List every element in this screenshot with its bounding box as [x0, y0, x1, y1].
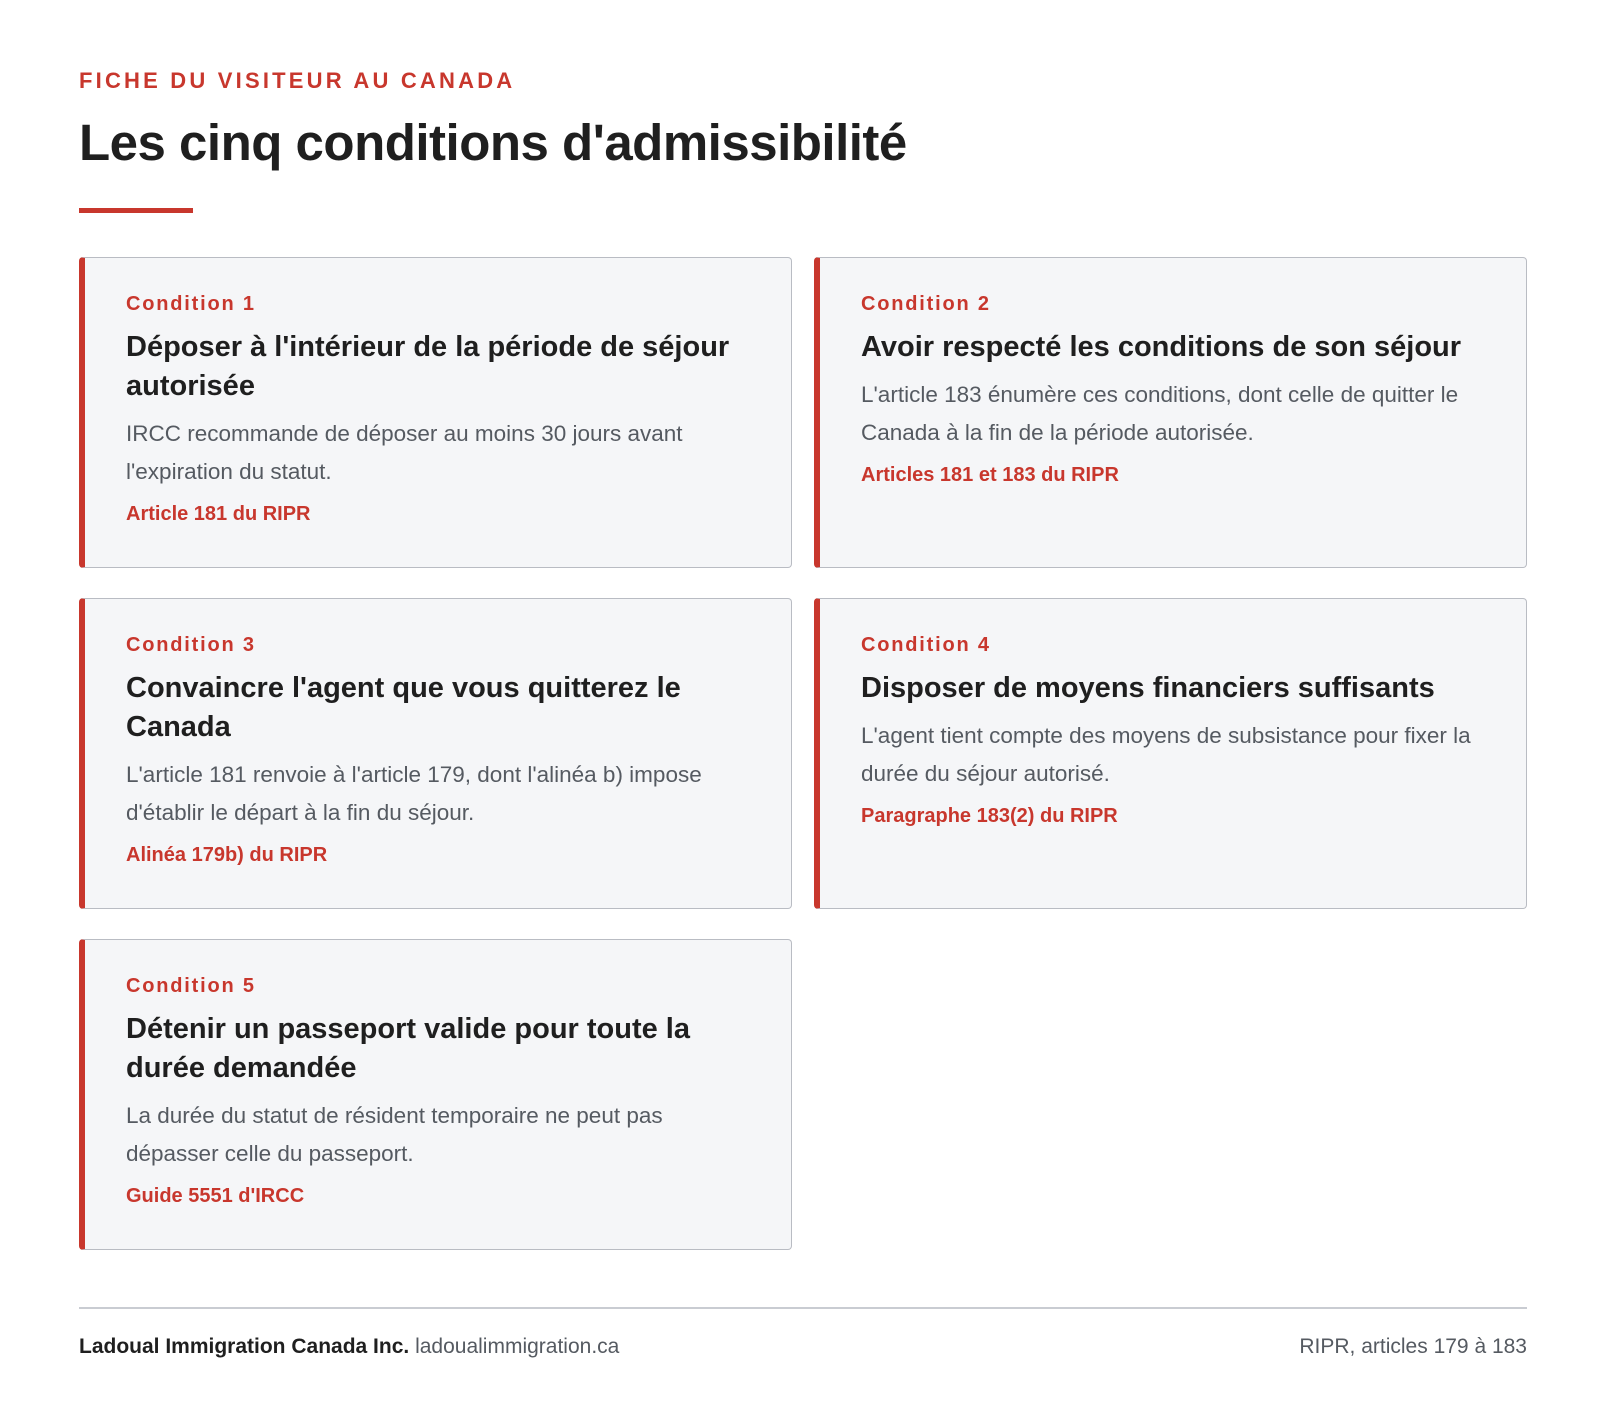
condition-description: La durée du statut de résident temporaire ne peut pas dépasser celle du passeport. [126, 1103, 663, 1166]
condition-title: Déposer à l'intérieur de la période de séjour autorisée [126, 331, 730, 402]
footer-credits [79, 1332, 619, 1362]
condition-title: Avoir respecté les conditions de son séjour [861, 331, 1462, 363]
condition-reference: Articles 181 et 183 du RIPR [861, 464, 1119, 486]
page-eyebrow: FICHE DU VISITEUR AU CANADA [79, 68, 516, 93]
condition-card-2 [814, 257, 1527, 568]
condition-label: Condition 1 [126, 293, 256, 315]
condition-reference: Alinéa 179b) du RIPR [126, 844, 328, 866]
condition-reference: Article 181 du RIPR [126, 503, 311, 525]
footer-source: RIPR, articles 179 à 183 [1299, 1335, 1527, 1358]
condition-card-5 [79, 939, 792, 1250]
page-title: Les cinq conditions d'admissibilité [79, 114, 907, 171]
footer-organization: Ladoual Immigration Canada Inc. [79, 1335, 410, 1358]
condition-label: Condition 4 [861, 634, 991, 656]
condition-label: Condition 5 [126, 975, 256, 997]
condition-reference: Paragraphe 183(2) du RIPR [861, 805, 1118, 827]
condition-label: Condition 2 [861, 293, 991, 315]
condition-card-3 [79, 598, 792, 909]
condition-description: IRCC recommande de déposer au moins 30 jours avant l'expiration du statut. [126, 421, 683, 484]
condition-description: L'agent tient compte des moyens de subsistance pour fixer la durée du séjour autorisé. [861, 723, 1471, 786]
condition-title: Convaincre l'agent que vous quitterez le Canada [126, 672, 681, 743]
condition-description: L'article 183 énumère ces conditions, dont celle de quitter le Canada à la fin de la période autorisée. [861, 382, 1459, 445]
condition-label: Condition 3 [126, 634, 256, 656]
condition-card-4 [814, 598, 1527, 909]
condition-reference: Guide 5551 d'IRCC [126, 1185, 305, 1207]
condition-description: L'article 181 renvoie à l'article 179, dont l'alinéa b) impose d'établir le départ à la fin du séjour. [126, 762, 702, 825]
condition-title: Disposer de moyens financiers suffisants [861, 672, 1435, 704]
condition-card-1 [79, 257, 792, 568]
title-underline [79, 208, 193, 213]
footer-website[interactable]: ladoualimmigration.ca [415, 1335, 620, 1358]
footer-divider [79, 1307, 1527, 1309]
condition-title: Détenir un passeport valide pour toute la durée demandée [126, 1013, 690, 1084]
